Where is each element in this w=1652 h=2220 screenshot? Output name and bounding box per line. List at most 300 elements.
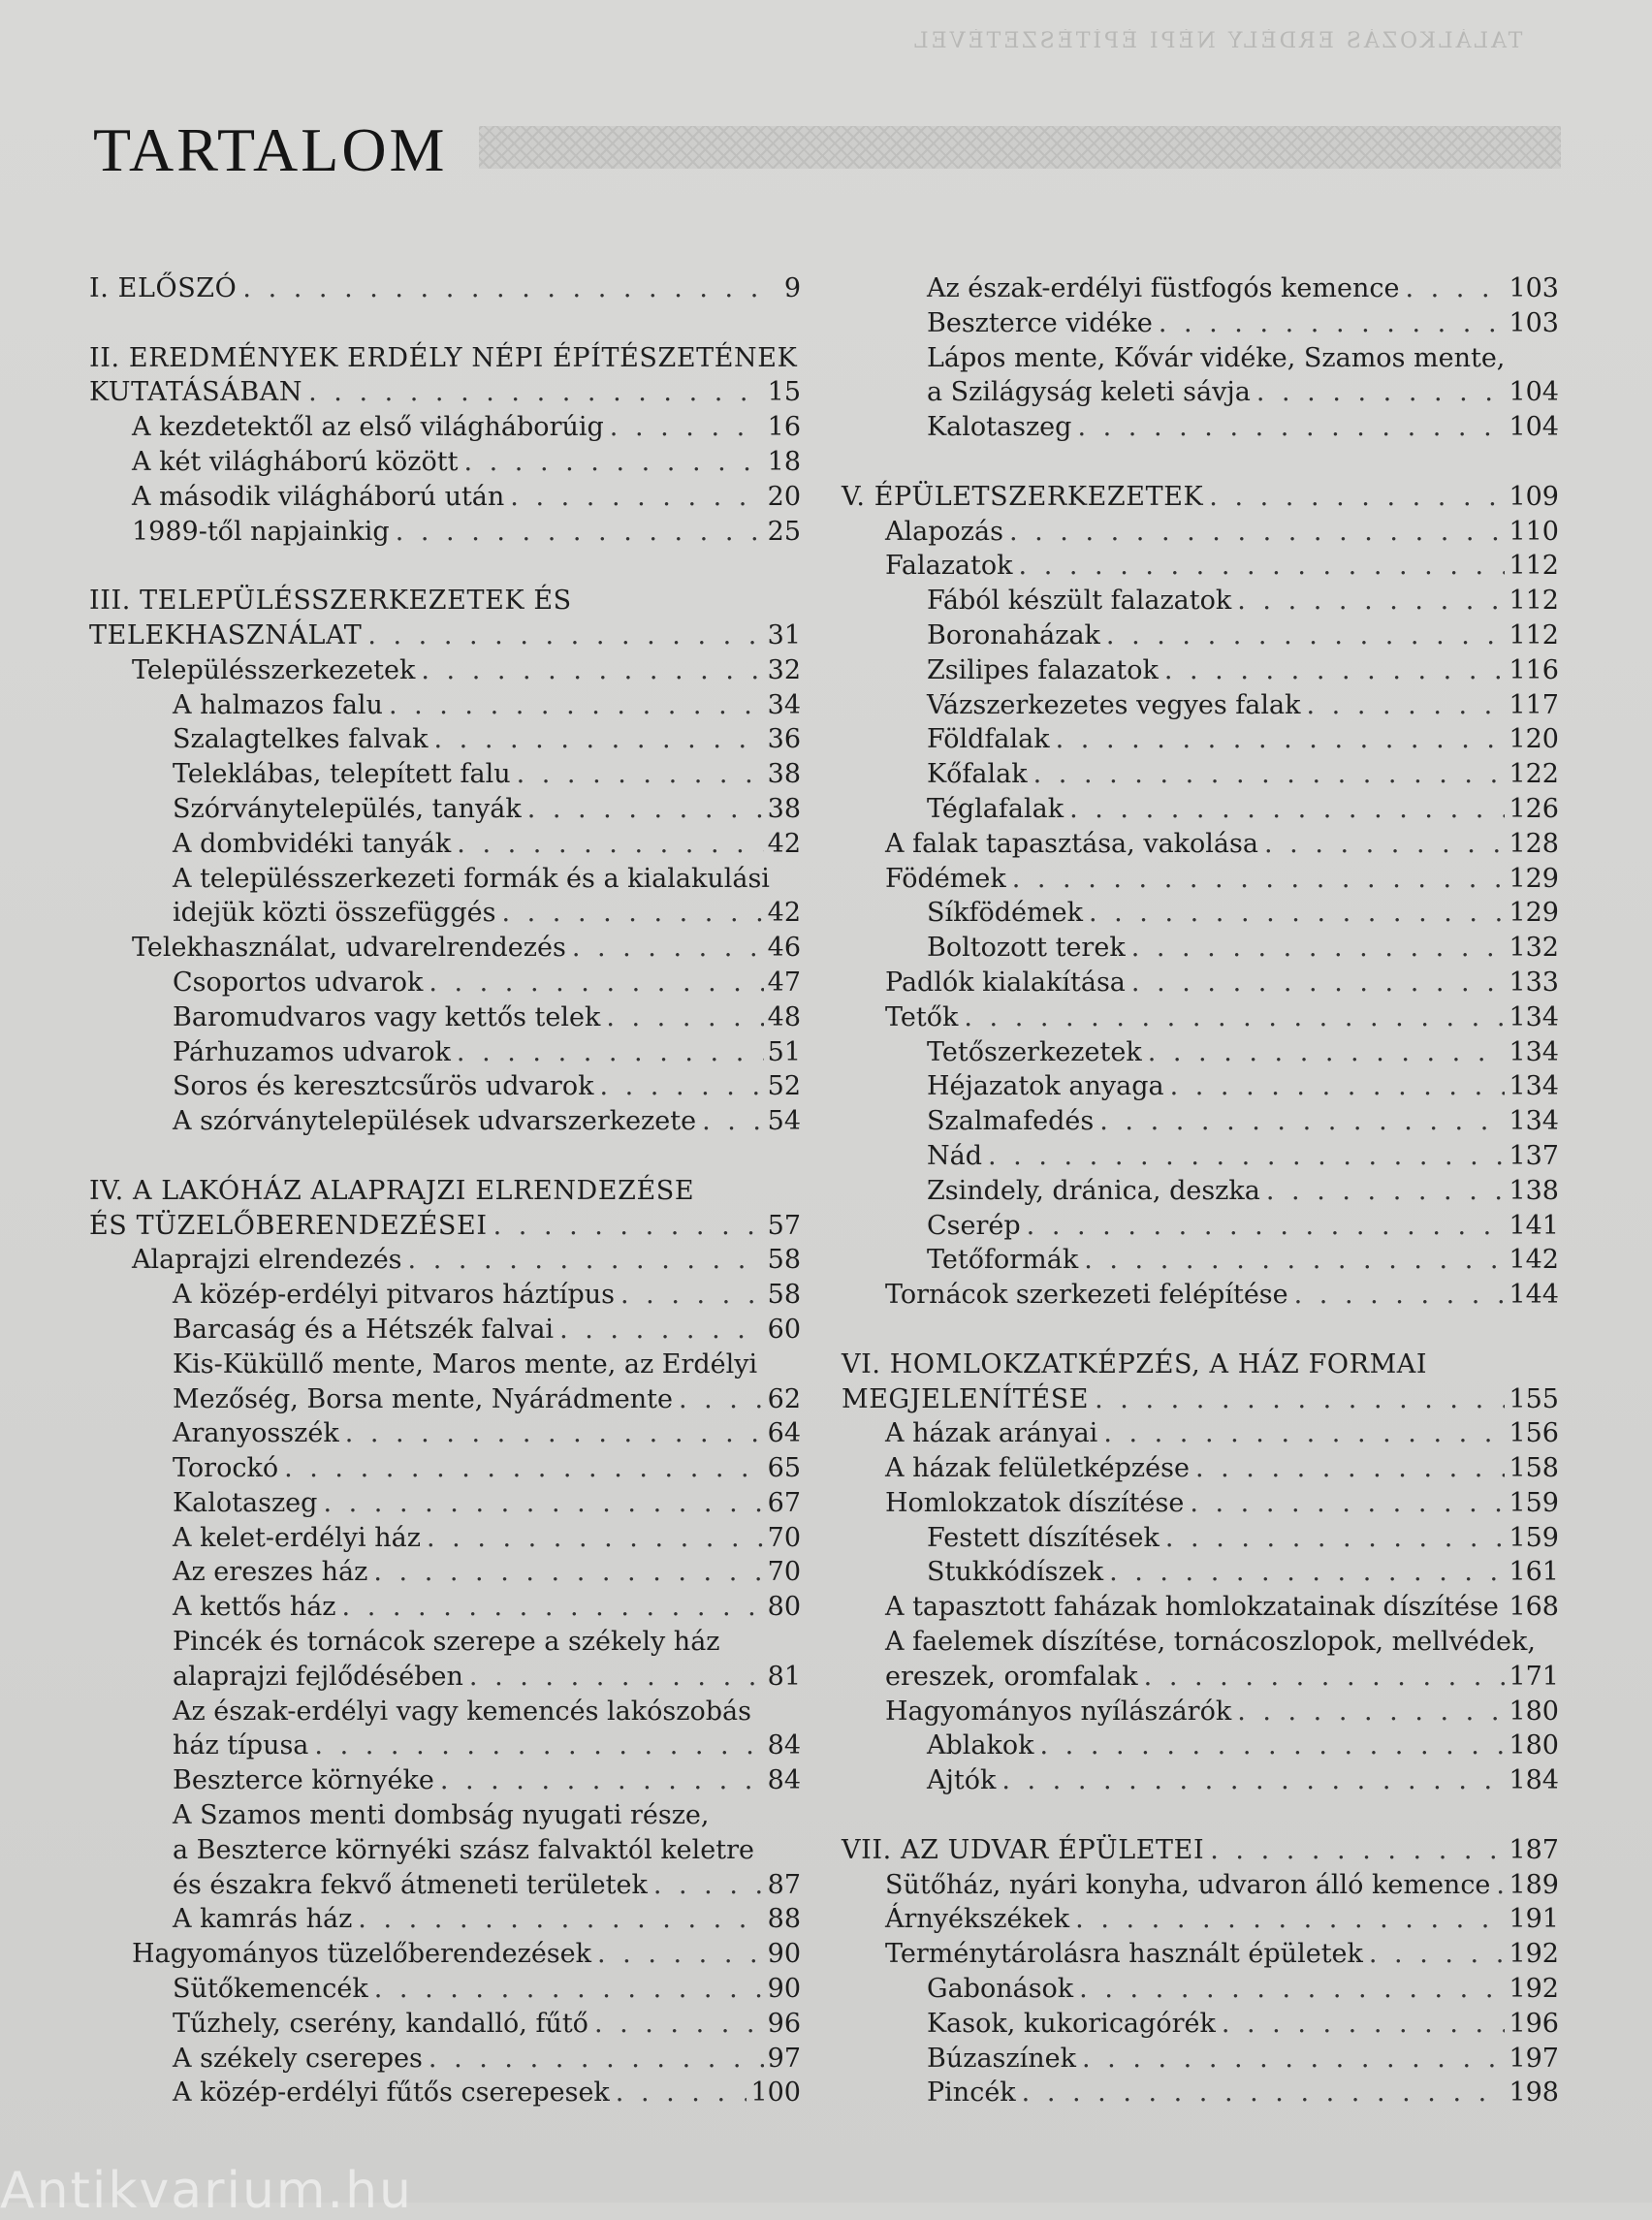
toc-dot-leader [1307, 688, 1506, 723]
toc-page-number: 112 [1509, 551, 1559, 582]
toc-entry-title-line: a Beszterce környéki szász falvaktól keletre [173, 1834, 755, 1865]
toc-entry-title: A házak arányai [885, 1418, 1098, 1449]
toc-dot-leader [653, 1868, 764, 1903]
toc-page-number: 129 [1509, 863, 1559, 894]
toc-entry-title: A halmazos falu [173, 689, 383, 720]
toc-entry-title: A székely cserepes [173, 2043, 423, 2074]
toc-entry-title: Terménytárolásra használt épületek [885, 1939, 1363, 1970]
toc-entry[interactable] [89, 1069, 801, 1104]
toc-entry[interactable] [842, 966, 1559, 1000]
toc-entry-title: Az észak-erdélyi füstfogós kemence [927, 273, 1400, 303]
toc-dot-leader [1266, 1174, 1506, 1209]
toc-entry[interactable] [89, 827, 801, 862]
toc-entry-title: Alaprajzi elrendezés [132, 1245, 402, 1276]
toc-entry-title: Tetőformák [927, 1245, 1079, 1276]
toc-dot-leader [1056, 722, 1506, 757]
toc-entry[interactable] [89, 757, 801, 792]
toc-dot-leader [1106, 618, 1506, 653]
toc-dot-leader [314, 1728, 763, 1763]
toc-entry-title: Stukkódíszek [927, 1557, 1104, 1588]
toc-entry-title: I. ELŐSZÓ [89, 273, 238, 303]
toc-page-number: 112 [1509, 619, 1559, 650]
toc-entry[interactable] [89, 1278, 801, 1313]
toc-entry[interactable] [842, 584, 1559, 618]
toc-entry[interactable] [842, 827, 1559, 862]
toc-entry-title: Festett díszítések [927, 1522, 1160, 1553]
toc-dot-leader [1075, 1902, 1505, 1937]
toc-entry-title: A dombvidéki tanyák [173, 828, 452, 859]
toc-entry-title: Beszterce vidéke [927, 307, 1153, 338]
toc-entry-title: Pincék [927, 2077, 1016, 2109]
toc-entry[interactable] [842, 1139, 1559, 1174]
toc-entry[interactable] [842, 1416, 1559, 1451]
toc-page-number: 134 [1509, 1106, 1559, 1137]
toc-dot-leader [1170, 1069, 1506, 1104]
toc-page-number: 128 [1509, 828, 1559, 859]
toc-entry[interactable] [842, 515, 1559, 550]
toc-dot-leader [510, 480, 763, 515]
toc-entry[interactable] [89, 2042, 801, 2077]
toc-chapter-entry[interactable] [842, 480, 1559, 515]
toc-entry-title: Padlók kialakítása [885, 967, 1126, 998]
toc-entry[interactable] [89, 1590, 801, 1625]
toc-entry-title: V. ÉPÜLETSZERKEZETEK [842, 481, 1204, 512]
toc-chapter-entry[interactable] [89, 271, 801, 306]
toc-entry[interactable] [842, 2042, 1559, 2077]
toc-entry[interactable] [842, 1174, 1559, 1209]
toc-entry[interactable] [842, 1451, 1559, 1486]
toc-entry-title: A házak felületképzése [885, 1453, 1190, 1484]
toc-entry[interactable] [89, 410, 801, 445]
toc-entry[interactable] [842, 1728, 1559, 1763]
toc-chapter-entry[interactable] [842, 1348, 1559, 1417]
toc-entry[interactable] [89, 515, 801, 550]
toc-page-number: 100 [750, 2077, 801, 2109]
toc-page-number: 155 [1509, 1383, 1559, 1414]
toc-entry[interactable] [89, 1763, 801, 1798]
toc-entry-title-line: II. EREDMÉNYEK ERDÉLY NÉPI ÉPÍTÉSZETÉNEK [89, 342, 798, 373]
toc-dot-leader [597, 1937, 764, 1972]
toc-entry[interactable] [842, 1243, 1559, 1278]
toc-dot-leader [988, 1139, 1505, 1174]
toc-dot-leader [242, 271, 764, 306]
toc-page-number: 16 [767, 412, 801, 443]
toc-page-number: 109 [1509, 481, 1559, 512]
toc-entry-title: Árnyékszékek [885, 1904, 1070, 1935]
toc-entry[interactable] [89, 1243, 801, 1278]
toc-page-number: 159 [1509, 1522, 1559, 1553]
toc-entry[interactable] [89, 688, 801, 723]
toc-entry[interactable] [842, 306, 1559, 341]
toc-dot-leader [429, 966, 763, 1000]
toc-entry[interactable] [842, 1937, 1559, 1972]
toc-dot-leader [599, 1069, 763, 1104]
toc-entry-title: Aranyosszék [173, 1418, 339, 1449]
watermark: Antikvarium.hu [0, 2162, 413, 2220]
toc-page-number: 104 [1509, 412, 1559, 443]
toc-page-number: 137 [1509, 1140, 1559, 1171]
toc-page-number: 192 [1509, 1939, 1559, 1970]
toc-page-number: 54 [767, 1106, 801, 1137]
toc-page-number: 97 [767, 2043, 801, 2074]
toc-chapter-entry[interactable] [89, 341, 801, 411]
toc-chapter-entry[interactable] [842, 1833, 1559, 1868]
toc-entry[interactable] [89, 1104, 801, 1139]
toc-entry[interactable] [89, 966, 801, 1000]
toc-entry-title: Boltozott terek [927, 933, 1126, 964]
toc-page-number: 67 [767, 1487, 801, 1518]
toc-entry-title: Síkfödémek [927, 898, 1083, 929]
toc-dot-leader [429, 2042, 764, 2077]
toc-entry[interactable] [842, 1000, 1559, 1035]
toc-chapter-entry[interactable] [89, 1174, 801, 1244]
toc-dot-leader [323, 1486, 763, 1521]
toc-dot-leader [1165, 1521, 1506, 1556]
toc-entry[interactable] [842, 896, 1559, 931]
toc-entry-title: A szórványtelepülések udvarszerkezete [173, 1106, 697, 1137]
toc-entry-title: Soros és keresztcsűrös udvarok [173, 1071, 594, 1102]
toc-entry-title: MEGJELENÍTÉSE [842, 1383, 1090, 1414]
toc-page-number: 120 [1509, 724, 1559, 755]
toc-dot-leader [345, 1416, 764, 1451]
toc-page-number: 58 [767, 1245, 801, 1276]
toc-entry[interactable] [842, 1209, 1559, 1244]
toc-entry[interactable] [842, 1590, 1559, 1625]
toc-dot-leader [1190, 1486, 1505, 1521]
toc-page-number: 191 [1509, 1904, 1559, 1935]
toc-entry-title-line: Kis-Küküllő mente, Maros mente, az Erdélyi [173, 1348, 758, 1380]
toc-entry-title: Párhuzamos udvarok [173, 1036, 451, 1067]
toc-dot-leader [1069, 792, 1505, 827]
toc-page-number: 18 [767, 446, 801, 477]
toc-section-gap [89, 549, 801, 584]
toc-dot-leader [620, 1278, 764, 1313]
toc-entry[interactable] [842, 1104, 1559, 1139]
toc-entry-title: A kamrás ház [173, 1904, 353, 1935]
toc-entry[interactable] [89, 480, 801, 515]
toc-section-gap [842, 1798, 1559, 1833]
toc-page-number: 180 [1509, 1730, 1559, 1761]
toc-dot-leader [1264, 827, 1505, 862]
toc-dot-leader [1164, 653, 1506, 688]
toc-dot-leader [1079, 1972, 1505, 2007]
toc-entry-title: A két világháború között [132, 446, 459, 477]
toc-dot-leader [1210, 1833, 1505, 1868]
toc-dot-leader [1294, 1278, 1506, 1313]
toc-section-gap [89, 306, 801, 341]
toc-page-number: 58 [767, 1280, 801, 1311]
toc-entry-title: A közép-erdélyi fűtős cserepesek [173, 2077, 610, 2109]
toc-dot-leader [427, 1521, 764, 1556]
toc-page-number: 9 [783, 273, 801, 303]
toc-entry[interactable] [89, 445, 801, 480]
toc-dot-leader [1033, 757, 1506, 792]
toc-entry[interactable] [89, 1555, 801, 1590]
toc-dot-leader [1195, 1451, 1505, 1486]
toc-entry-title: Homlokzatok díszítése [885, 1487, 1185, 1518]
toc-entry-title: Cserép [927, 1210, 1021, 1241]
toc-page-number: 15 [767, 377, 801, 408]
toc-entry[interactable] [89, 1000, 801, 1035]
toc-dot-leader [1144, 1660, 1506, 1695]
toc-entry-title: Szalmafedés [927, 1106, 1095, 1137]
toc-left-column [89, 271, 801, 2110]
toc-entry-title: A kettős ház [173, 1592, 336, 1623]
toc-entry[interactable] [89, 1972, 801, 2007]
toc-entry[interactable] [89, 1035, 801, 1070]
toc-page-number: 46 [767, 933, 801, 964]
toc-dot-leader [1405, 271, 1505, 306]
toc-dot-leader [594, 2007, 764, 2042]
toc-page-number: 134 [1509, 1001, 1559, 1032]
toc-page-number: 60 [767, 1314, 801, 1345]
toc-page-number: 52 [767, 1071, 801, 1102]
toc-dot-leader [1077, 410, 1505, 445]
toc-entry-title: alaprajzi fejlődésében [173, 1661, 463, 1692]
toc-dot-leader [457, 1035, 764, 1070]
toc-dot-leader [527, 792, 764, 827]
toc-entry[interactable] [89, 1348, 801, 1417]
toc-entry-title: ereszek, oromfalak [885, 1661, 1138, 1692]
toc-dot-leader [702, 1104, 764, 1139]
toc-entry[interactable] [89, 2076, 801, 2110]
toc-entry-title: Tűzhely, cserény, kandalló, fűtő [173, 2008, 588, 2039]
toc-entry-title: Falazatok [885, 551, 1013, 582]
toc-page-number: 122 [1509, 759, 1559, 790]
toc-entry-title: Sütőház, nyári konyha, udvaron álló kemence [885, 1869, 1491, 1900]
toc-entry[interactable] [89, 2007, 801, 2042]
toc-page-number: 64 [767, 1418, 801, 1449]
toc-entry[interactable] [89, 1451, 801, 1486]
toc-dot-leader [1089, 896, 1506, 931]
toc-page-number: 192 [1509, 1974, 1559, 2005]
toc-entry[interactable] [842, 1486, 1559, 1521]
toc-entry-title: Tetőszerkezetek [927, 1036, 1142, 1067]
toc-entry-title: Sütőkemencék [173, 1974, 368, 2005]
toc-entry-title: Az ereszes ház [173, 1557, 368, 1588]
toc-entry-title: VII. AZ UDVAR ÉPÜLETEI [842, 1834, 1205, 1865]
toc-page-number: 110 [1509, 516, 1559, 547]
toc-page-number: 187 [1509, 1834, 1559, 1865]
toc-entry[interactable] [842, 618, 1559, 653]
toc-dot-leader [421, 653, 763, 688]
toc-dot-leader [358, 1902, 763, 1937]
toc-page-number: 42 [767, 898, 801, 929]
toc-entry[interactable] [842, 688, 1559, 723]
toc-page-number: 48 [767, 1001, 801, 1032]
toc-entry-title-line: IV. A LAKÓHÁZ ALAPRAJZI ELRENDEZÉSE [89, 1175, 695, 1206]
toc-entry[interactable] [89, 1313, 801, 1348]
toc-dot-leader [1082, 2042, 1505, 2077]
toc-entry[interactable] [842, 862, 1559, 897]
toc-dot-leader [1237, 1695, 1505, 1729]
toc-dot-leader [1131, 931, 1506, 966]
toc-entry[interactable] [842, 2076, 1559, 2110]
running-head: TALÁLKOZÁS ERDÉLY NÉPI ÉPÍTÉSZETÉVEL [911, 29, 1523, 53]
toc-page-number: 156 [1509, 1418, 1559, 1449]
toc-dot-leader [1095, 1382, 1505, 1417]
toc-entry-title: Telekhasználat, udvarelrendezés [132, 933, 566, 964]
toc-page-number: 42 [767, 828, 801, 859]
toc-entry[interactable] [842, 757, 1559, 792]
toc-entry-title: A falak tapasztása, vakolása [885, 828, 1258, 859]
toc-dot-leader [434, 722, 764, 757]
toc-entry[interactable] [842, 792, 1559, 827]
toc-dot-leader [1256, 375, 1506, 410]
toc-page-number: 198 [1509, 2077, 1559, 2109]
toc-entry-title-line: Az észak-erdélyi vagy kemencés lakószobás [173, 1696, 751, 1727]
toc-entry[interactable] [89, 931, 801, 966]
toc-entry[interactable] [842, 1625, 1559, 1695]
toc-entry-title: és északra fekvő átmeneti területek [173, 1869, 648, 1900]
toc-dot-leader [1099, 1104, 1505, 1139]
toc-page-number: 80 [767, 1592, 801, 1623]
toc-section-gap [842, 445, 1559, 480]
toc-dot-leader [1109, 1555, 1505, 1590]
toc-entry-title: Kalotaszeg [927, 412, 1072, 443]
toc-page-number: 138 [1509, 1175, 1559, 1206]
toc-entry-title: A tapasztott faházak homlokzatainak díszítése [885, 1592, 1499, 1623]
toc-entry[interactable] [842, 1902, 1559, 1937]
toc-entry[interactable] [89, 1695, 801, 1764]
toc-entry[interactable] [842, 2007, 1559, 2042]
toc-entry[interactable] [89, 1625, 801, 1695]
toc-dot-leader [374, 1972, 764, 2007]
toc-entry[interactable] [842, 1555, 1559, 1590]
toc-dot-leader [610, 410, 764, 445]
toc-page-number: 88 [767, 1904, 801, 1935]
toc-page-number: 25 [767, 516, 801, 547]
toc-entry-title: Teleklábas, telepített falu [173, 759, 511, 790]
toc-page-number: 103 [1509, 307, 1559, 338]
toc-entry[interactable] [842, 1069, 1559, 1104]
toc-page-number: 57 [767, 1210, 801, 1241]
toc-entry[interactable] [89, 792, 801, 827]
toc-page-number: 168 [1509, 1592, 1559, 1623]
toc-entry-title: Földfalak [927, 724, 1050, 755]
toc-entry[interactable] [89, 1902, 801, 1937]
toc-page-number: 117 [1509, 689, 1559, 720]
toc-entry[interactable] [89, 1521, 801, 1556]
toc-section-gap [89, 1139, 801, 1174]
toc-dot-leader [469, 1660, 764, 1695]
toc-entry[interactable] [842, 341, 1559, 411]
toc-dot-leader [559, 1313, 764, 1348]
toc-dot-leader [616, 2076, 747, 2110]
toc-dot-leader [517, 757, 764, 792]
toc-dot-leader [964, 1000, 1505, 1035]
toc-entry[interactable] [842, 1763, 1559, 1798]
toc-page-number: 87 [767, 1869, 801, 1900]
toc-entry[interactable] [89, 1416, 801, 1451]
toc-entry-title: idejük közti összefüggés [173, 898, 496, 929]
toc-entry-title: Kőfalak [927, 759, 1028, 790]
toc-entry[interactable] [842, 1278, 1559, 1313]
toc-dot-leader [440, 1763, 764, 1798]
toc-dot-leader [1012, 862, 1506, 897]
toc-dot-leader [1022, 2076, 1506, 2110]
toc-entry[interactable] [89, 653, 801, 688]
toc-page-number: 142 [1509, 1245, 1559, 1276]
page-title: TARTALOM [93, 115, 448, 184]
toc-entry[interactable] [842, 410, 1559, 445]
toc-entry[interactable] [842, 931, 1559, 966]
toc-page-number: 159 [1509, 1487, 1559, 1518]
toc-entry-title: Hagyományos tüzelőberendezések [132, 1939, 592, 1970]
toc-entry[interactable] [842, 1521, 1559, 1556]
toc-dot-leader [1019, 549, 1506, 584]
toc-page-number: 34 [767, 689, 801, 720]
toc-entry[interactable] [89, 1937, 801, 1972]
toc-dot-leader [1148, 1035, 1506, 1070]
toc-page-number: 126 [1509, 793, 1559, 824]
toc-dot-leader [1027, 1209, 1506, 1244]
toc-page-number: 197 [1509, 2043, 1559, 2074]
toc-page-number: 103 [1509, 273, 1559, 303]
toc-entry-title: Téglafalak [927, 793, 1064, 824]
toc-entry-title: A közép-erdélyi pitvaros háztípus [173, 1280, 616, 1311]
toc-entry-title: KUTATÁSÁBAN [89, 377, 303, 408]
toc-entry-title-line: A településszerkezeti formák és a kialakulási [173, 863, 770, 894]
toc-section-gap [842, 1313, 1559, 1348]
toc-entry[interactable] [89, 722, 801, 757]
toc-dot-leader [389, 688, 764, 723]
toc-entry[interactable] [842, 722, 1559, 757]
toc-entry-title: Tetők [885, 1001, 959, 1032]
toc-entry-title: Szórványtelepülés, tanyák [173, 793, 522, 824]
toc-page-number: 36 [767, 724, 801, 755]
toc-entry-title: Födémek [885, 863, 1006, 894]
toc-entry[interactable] [842, 271, 1559, 306]
toc-page-number: 90 [767, 1939, 801, 1970]
toc-entry-title: Búzaszínek [927, 2043, 1076, 2074]
toc-entry[interactable] [842, 549, 1559, 584]
toc-page-number: 47 [767, 967, 801, 998]
toc-page-number: 189 [1509, 1869, 1559, 1900]
toc-entry[interactable] [842, 1868, 1559, 1903]
toc-entry[interactable] [842, 1695, 1559, 1729]
toc-entry[interactable] [89, 1798, 801, 1902]
toc-entry-title: Csoportos udvarok [173, 967, 424, 998]
toc-entry-title: Alapozás [885, 516, 1003, 547]
toc-entry-title: A második világháború után [132, 481, 505, 512]
toc-page-number: 38 [767, 759, 801, 790]
toc-entry[interactable] [842, 1035, 1559, 1070]
toc-entry-title: Kasok, kukoricagórék [927, 2008, 1216, 2039]
toc-entry-title: ház típusa [173, 1730, 309, 1761]
toc-entry[interactable] [842, 1972, 1559, 2007]
toc-dot-leader [308, 375, 764, 410]
toc-entry-title-line: VI. HOMLOKZATKÉPZÉS, A HÁZ FORMAI [842, 1348, 1428, 1380]
toc-dot-leader [342, 1590, 764, 1625]
toc-entry[interactable] [89, 862, 801, 932]
toc-page-number: 129 [1509, 898, 1559, 929]
toc-entry-title: Mezőség, Borsa mente, Nyárádmente [173, 1383, 673, 1414]
toc-dot-leader [1369, 1937, 1506, 1972]
toc-dot-leader [501, 896, 763, 931]
toc-dot-leader [396, 515, 764, 550]
toc-entry-title: a Szilágyság keleti sávja [927, 377, 1251, 408]
toc-page-number: 65 [767, 1453, 801, 1484]
toc-entry[interactable] [89, 1486, 801, 1521]
toc-dot-leader [1496, 1868, 1505, 1903]
toc-dot-leader [463, 445, 763, 480]
toc-chapter-entry[interactable] [89, 584, 801, 653]
toc-page-number: 161 [1509, 1557, 1559, 1588]
toc-entry[interactable] [842, 653, 1559, 688]
toc-page-number: 133 [1509, 967, 1559, 998]
toc-page-number: 116 [1509, 654, 1559, 685]
